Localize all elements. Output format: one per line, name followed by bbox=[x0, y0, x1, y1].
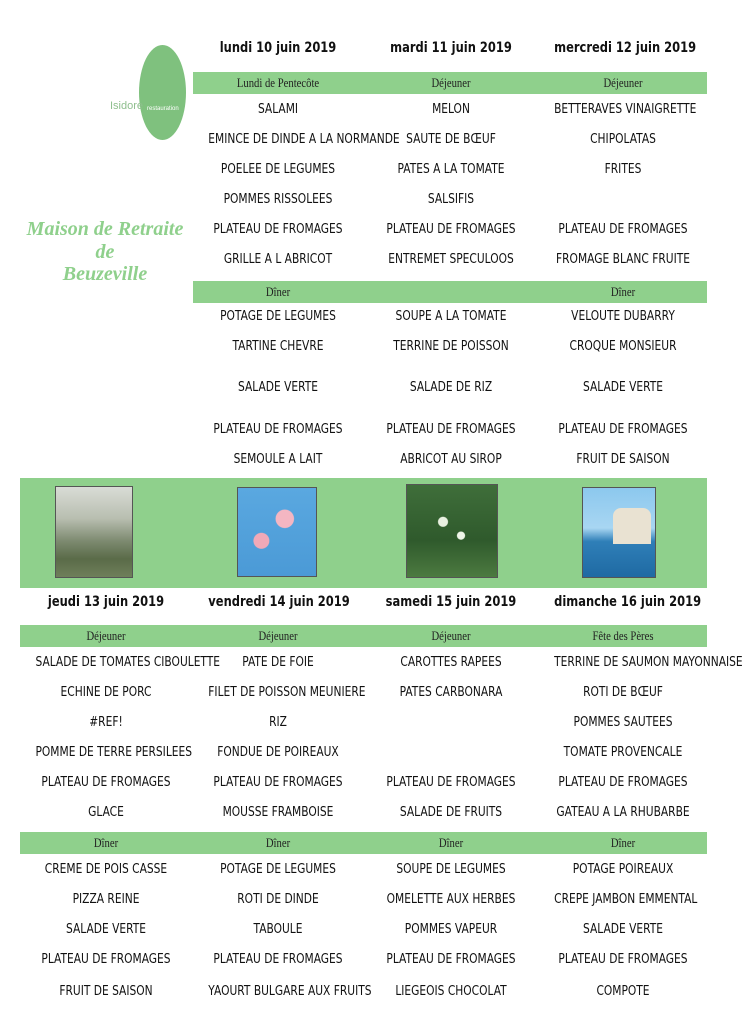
lunch-item: PLATEAU DE FROMAGES bbox=[386, 222, 516, 237]
lunch-label: Déjeuner bbox=[431, 75, 471, 90]
dinner-item: PLATEAU DE FROMAGES bbox=[558, 952, 688, 967]
day-date: dimanche 16 juin 2019 bbox=[554, 594, 702, 610]
lunch-item: FONDUE DE POIREAUX bbox=[217, 745, 339, 760]
lunch-item: FROMAGE BLANC FRUITE bbox=[556, 252, 690, 267]
lunch-label: Déjeuner bbox=[603, 75, 643, 90]
dinner-item: POTAGE DE LEGUMES bbox=[220, 309, 336, 324]
dinner-item: TARTINE CHEVRE bbox=[232, 339, 324, 354]
lunch-item: PATES CARBONARA bbox=[399, 685, 503, 700]
lunch-item: CHIPOLATAS bbox=[590, 132, 656, 147]
dinner-item: FRUIT DE SAISON bbox=[576, 452, 670, 467]
brand-logo bbox=[139, 45, 186, 140]
day-date: samedi 15 juin 2019 bbox=[385, 594, 517, 610]
lunch-item: GATEAU A LA RHUBARBE bbox=[556, 805, 690, 820]
photo-blossom bbox=[237, 487, 317, 577]
lunch-item: SALADE DE FRUITS bbox=[399, 805, 503, 820]
dinner-item: SALADE VERTE bbox=[583, 380, 663, 395]
lunch-label: Fête des Pères bbox=[592, 628, 654, 643]
lunch-item: PLATEAU DE FROMAGES bbox=[558, 775, 688, 790]
dinner-item: ABRICOT AU SIROP bbox=[400, 452, 502, 467]
dinner-item: CREME DE POIS CASSE bbox=[44, 862, 168, 877]
dinner-item: PLATEAU DE FROMAGES bbox=[213, 422, 343, 437]
day-date: lundi 10 juin 2019 bbox=[219, 40, 337, 56]
dinner-label: Dîner bbox=[265, 284, 291, 299]
dinner-item: CROQUE MONSIEUR bbox=[569, 339, 677, 354]
dinner-item: YAOURT BULGARE AUX FRUITS bbox=[208, 984, 372, 999]
photo-snowy-tree bbox=[55, 486, 133, 578]
dinner-item: SALADE VERTE bbox=[238, 380, 318, 395]
dinner-item: SOUPE DE LEGUMES bbox=[396, 862, 506, 877]
lunch-item: CAROTTES RAPEES bbox=[400, 655, 502, 670]
dinner-item: PLATEAU DE FROMAGES bbox=[558, 422, 688, 437]
photo-lily-of-the-valley bbox=[406, 484, 498, 578]
dinner-item: SALADE DE RIZ bbox=[409, 380, 493, 395]
dinner-item: PLATEAU DE FROMAGES bbox=[41, 952, 171, 967]
lunch-label: Lundi de Pentecôte bbox=[236, 75, 320, 90]
dinner-item: PLATEAU DE FROMAGES bbox=[386, 422, 516, 437]
dinner-item: LIEGEOIS CHOCOLAT bbox=[395, 984, 507, 999]
lunch-item: MOUSSE FRAMBOISE bbox=[222, 805, 334, 820]
lunch-item: RIZ bbox=[269, 715, 287, 730]
day-date: mardi 11 juin 2019 bbox=[390, 40, 512, 56]
dinner-label: Dîner bbox=[93, 835, 119, 850]
lunch-item: FILET DE POISSON MEUNIERE bbox=[208, 685, 366, 700]
lunch-item: PLATEAU DE FROMAGES bbox=[386, 775, 516, 790]
lunch-label: Déjeuner bbox=[258, 628, 298, 643]
dinner-item: SOUPE A LA TOMATE bbox=[395, 309, 507, 324]
dinner-item: VELOUTE DUBARRY bbox=[571, 309, 675, 324]
dinner-label: Dîner bbox=[438, 835, 464, 850]
lunch-item: SALADE DE TOMATES CIBOULETTE bbox=[35, 655, 221, 670]
lunch-item: SAUTE DE BŒUF bbox=[406, 132, 496, 147]
home-title-line1: Maison de Retraite de bbox=[26, 218, 184, 263]
lunch-item: SALAMI bbox=[257, 102, 299, 117]
dinner-item: POTAGE DE LEGUMES bbox=[220, 862, 336, 877]
day-date: vendredi 14 juin 2019 bbox=[208, 594, 350, 610]
lunch-item: GLACE bbox=[88, 805, 124, 820]
lunch-item: BETTERAVES VINAIGRETTE bbox=[554, 102, 697, 117]
lunch-item: ECHINE DE PORC bbox=[60, 685, 152, 700]
dinner-label: Dîner bbox=[610, 284, 636, 299]
lunch-item: PATE DE FOIE bbox=[242, 655, 314, 670]
dinner-item: FRUIT DE SAISON bbox=[59, 984, 153, 999]
dinner-item: TABOULE bbox=[253, 922, 303, 937]
lunch-item: POMMES SAUTEES bbox=[573, 715, 673, 730]
lunch-item: MELON bbox=[432, 102, 470, 117]
lunch-item: POMME DE TERRE PERSILEES bbox=[35, 745, 192, 760]
lunch-item: TERRINE DE SAUMON MAYONNAISE bbox=[554, 655, 743, 670]
home-title-line2: Beuzeville bbox=[62, 263, 148, 285]
lunch-item: PLATEAU DE FROMAGES bbox=[213, 775, 343, 790]
dinner-item: PIZZA REINE bbox=[72, 892, 140, 907]
lunch-item: PATES A LA TOMATE bbox=[397, 162, 505, 177]
dinner-item: PLATEAU DE FROMAGES bbox=[386, 952, 516, 967]
photo-cliff-sea bbox=[582, 487, 656, 578]
dinner-item: POTAGE POIREAUX bbox=[572, 862, 674, 877]
lunch-item: ROTI DE BŒUF bbox=[583, 685, 663, 700]
day-date: mercredi 12 juin 2019 bbox=[554, 40, 697, 56]
lunch-label: Déjeuner bbox=[86, 628, 126, 643]
lunch-item: GRILLE A L ABRICOT bbox=[223, 252, 333, 267]
lunch-item: SALSIFIS bbox=[427, 192, 475, 207]
lunch-item: POELEE DE LEGUMES bbox=[220, 162, 336, 177]
dinner-item: OMELETTE AUX HERBES bbox=[386, 892, 516, 907]
lunch-item: ENTREMET SPECULOOS bbox=[388, 252, 514, 267]
dinner-item: SALADE VERTE bbox=[66, 922, 146, 937]
dinner-item: COMPOTE bbox=[596, 984, 650, 999]
dinner-item: PLATEAU DE FROMAGES bbox=[213, 952, 343, 967]
lunch-item: TOMATE PROVENCALE bbox=[563, 745, 683, 760]
lunch-label: Déjeuner bbox=[431, 628, 471, 643]
lunch-item: FRITES bbox=[604, 162, 642, 177]
dinner-item: SEMOULE A LAIT bbox=[233, 452, 323, 467]
lunch-item: #REF! bbox=[89, 715, 123, 730]
lunch-item: PLATEAU DE FROMAGES bbox=[41, 775, 171, 790]
lunch-item: PLATEAU DE FROMAGES bbox=[213, 222, 343, 237]
dinner-label: Dîner bbox=[610, 835, 636, 850]
dinner-item: SALADE VERTE bbox=[583, 922, 663, 937]
lunch-item: PLATEAU DE FROMAGES bbox=[558, 222, 688, 237]
lunch-item: POMMES RISSOLEES bbox=[223, 192, 333, 207]
dinner-item: ROTI DE DINDE bbox=[237, 892, 319, 907]
dinner-item: POMMES VAPEUR bbox=[404, 922, 498, 937]
lunch-item: EMINCE DE DINDE A LA NORMANDE bbox=[208, 132, 400, 147]
brand-tagline: restauration bbox=[147, 106, 179, 112]
dinner-item: CREPE JAMBON EMMENTAL bbox=[554, 892, 698, 907]
dinner-item: TERRINE DE POISSON bbox=[393, 339, 509, 354]
brand-name: Isidore bbox=[110, 100, 144, 112]
dinner-label: Dîner bbox=[265, 835, 291, 850]
day-date: jeudi 13 juin 2019 bbox=[47, 594, 165, 610]
